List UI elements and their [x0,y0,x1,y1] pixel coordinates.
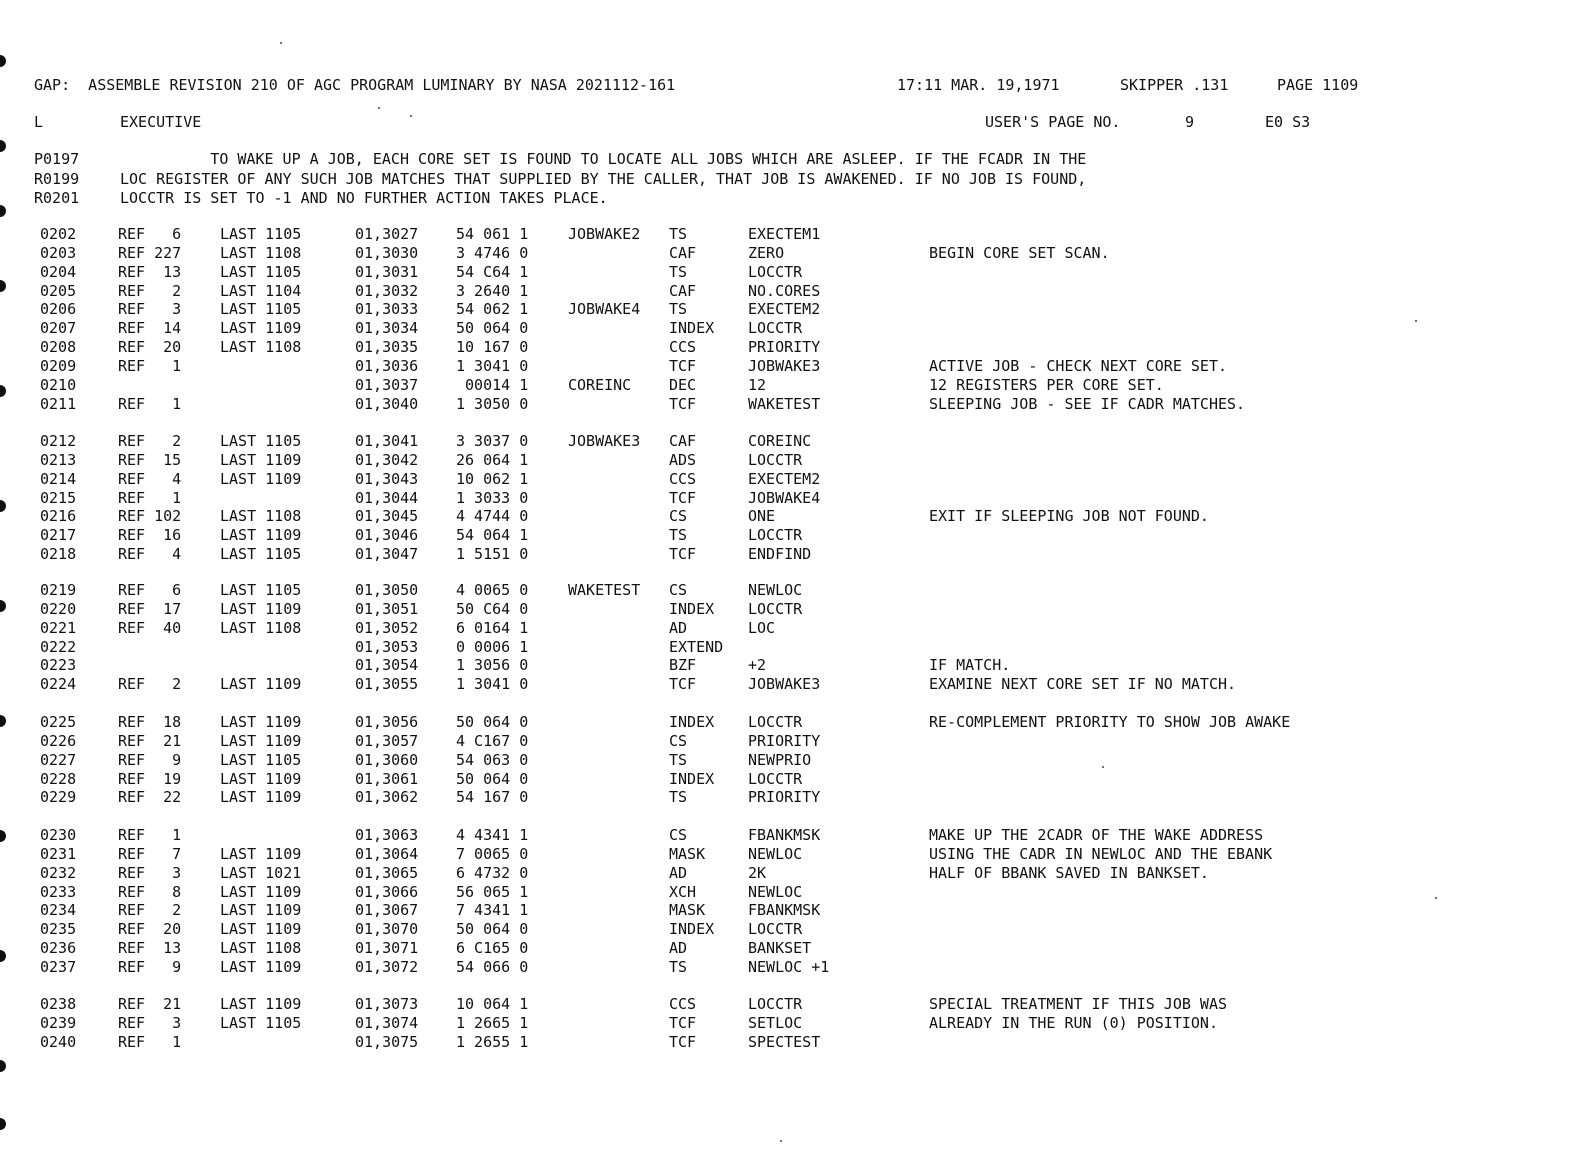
line-number: 0226 [40,731,77,750]
address: 01,3074 [355,1013,419,1032]
opcode: TS [669,788,688,807]
last-page: LAST 1109 [220,901,302,920]
intro-text: TO WAKE UP A JOB, EACH CORE SET IS FOUND TO LOCATE ALL JOBS WHICH ARE ASLEEP. IF THE FCADR IN THE [120,150,1087,168]
last-page: LAST 1105 [220,545,302,564]
operand: FBANKMSK [748,901,821,920]
last-page: LAST 1109 [220,844,302,863]
ref-count: REF 1 [118,488,182,507]
octal-code: 1 3056 0 [456,656,529,675]
operand: ONE [748,507,776,526]
subheader-flag: L [34,113,44,131]
operand: NEWLOC [748,882,803,901]
address: 01,3070 [355,920,419,939]
line-number: 0217 [40,526,77,545]
line-number: 0205 [40,281,77,300]
opcode: INDEX [669,713,715,731]
line-number: 0219 [40,581,77,599]
opcode: TS [669,750,688,769]
line-number: 0204 [40,262,77,281]
opcode: TS [669,225,688,243]
octal-code: 1 3033 0 [456,488,529,507]
octal-code: 1 3050 0 [456,394,529,413]
opcode: TS [669,262,688,281]
last-page: LAST 1109 [220,995,302,1013]
address: 01,3051 [355,599,419,618]
line-number: 0240 [40,1032,77,1051]
opcode: BZF [669,656,697,675]
address: 01,3071 [355,939,419,958]
octal-code: 50 C64 0 [456,599,529,618]
line-number: 0232 [40,863,77,882]
operand: LOCCTR [748,769,803,788]
line-number: 0223 [40,656,77,675]
ref-count: REF 2 [118,675,182,694]
ref-count: REF 8 [118,882,182,901]
line-number: 0209 [40,356,77,375]
address: 01,3033 [355,300,419,319]
address: 01,3035 [355,338,419,357]
ref-count: REF 2 [118,281,182,300]
octal-code: 1 2655 1 [456,1032,529,1051]
page-subheader [0,113,1311,132]
octal-code: 54 061 1 [456,225,529,243]
last-page: LAST 1105 [220,262,302,281]
octal-code: 3 4746 0 [456,243,529,262]
octal-code: 7 4341 1 [456,901,529,920]
address: 01,3060 [355,750,419,769]
last-page: LAST 1105 [220,750,302,769]
line-number: 0237 [40,957,77,976]
ref-count: REF 1 [118,1032,182,1051]
octal-code: 10 062 1 [456,469,529,488]
octal-code: 1 3041 0 [456,356,529,375]
opcode: TCF [669,488,697,507]
ref-count: REF 20 [118,920,182,939]
last-page: LAST 1105 [220,432,302,450]
octal-code: 3 3037 0 [456,432,529,450]
opcode: TCF [669,1032,697,1051]
last-page: LAST 1109 [220,920,302,939]
line-number: 0203 [40,243,77,262]
label: JOBWAKE2 [568,225,641,243]
ref-count: REF 16 [118,526,182,545]
last-page: LAST 1108 [220,939,302,958]
address: 01,3044 [355,488,419,507]
address: 01,3040 [355,394,419,413]
ref-count: REF 40 [118,618,182,637]
line-number: 0206 [40,300,77,319]
address: 01,3041 [355,432,419,450]
address: 01,3072 [355,957,419,976]
octal-code: 4 0065 0 [456,581,529,599]
octal-code: 56 065 1 [456,882,529,901]
line-number: 0234 [40,901,77,920]
line-number: 0215 [40,488,77,507]
octal-code: 4 4341 1 [456,826,529,844]
address: 01,3065 [355,863,419,882]
operand: ZERO [748,243,785,262]
ref-count: REF 1 [118,826,182,844]
octal-code: 10 167 0 [456,338,529,357]
ref-count: REF 13 [118,939,182,958]
octal-code: 10 064 1 [456,995,529,1013]
comment: EXIT IF SLEEPING JOB NOT FOUND. [929,507,1209,526]
opcode: AD [669,939,688,958]
opcode: ADS [669,450,697,469]
operand: LOCCTR [748,920,803,939]
comment: 12 REGISTERS PER CORE SET. [929,375,1164,394]
label: JOBWAKE3 [568,432,641,450]
last-page: LAST 1109 [220,713,302,731]
comment: RE-COMPLEMENT PRIORITY TO SHOW JOB AWAKE [929,713,1291,731]
line-number: 0221 [40,618,77,637]
line-number: 0229 [40,788,77,807]
operand: EXECTEM2 [748,300,821,319]
line-number: 0220 [40,599,77,618]
intro-text: LOC REGISTER OF ANY SUCH JOB MATCHES THAT SUPPLIED BY THE CALLER, THAT JOB IS AWAKENED. IF NO JOB IS FOUND, [120,170,1087,188]
opcode: INDEX [669,599,715,618]
operand: 12 [748,375,767,394]
line-id: R0199 [34,170,80,188]
section-code: E0 S3 [1265,113,1311,131]
last-page: LAST 1109 [220,319,302,338]
line-id: P0197 [34,150,80,168]
line-number: 0211 [40,394,77,413]
octal-code: 00014 1 [456,375,529,394]
address: 01,3055 [355,675,419,694]
operand: LOCCTR [748,713,803,731]
line-number: 0207 [40,319,77,338]
comment: MAKE UP THE 2CADR OF THE WAKE ADDRESS [929,826,1264,844]
line-number: 0230 [40,826,77,844]
opcode: INDEX [669,769,715,788]
operand: PRIORITY [748,338,821,357]
opcode: CAF [669,243,697,262]
operand: LOCCTR [748,526,803,545]
opcode: CCS [669,338,697,357]
address: 01,3054 [355,656,419,675]
ref-count: REF 3 [118,863,182,882]
operand: NEWLOC +1 [748,957,830,976]
line-number: 0231 [40,844,77,863]
ref-count: REF 9 [118,750,182,769]
address: 01,3027 [355,225,419,243]
operand: LOCCTR [748,995,803,1013]
octal-code: 6 C165 0 [456,939,529,958]
opcode: CAF [669,432,697,450]
address: 01,3066 [355,882,419,901]
line-id: R0201 [34,189,80,207]
operand: EXECTEM2 [748,469,821,488]
octal-code: 50 064 0 [456,769,529,788]
octal-code: 4 C167 0 [456,731,529,750]
ref-count: REF 227 [118,243,182,262]
ref-count: REF 19 [118,769,182,788]
line-number: 0210 [40,375,77,394]
operand: SPECTEST [748,1032,821,1051]
ref-count: REF 4 [118,545,182,564]
ref-count: REF 6 [118,225,182,243]
comment: ACTIVE JOB - CHECK NEXT CORE SET. [929,356,1228,375]
opcode: TCF [669,1013,697,1032]
comment: USING THE CADR IN NEWLOC AND THE EBANK [929,844,1273,863]
opcode: MASK [669,844,706,863]
operand: COREINC [748,432,812,450]
address: 01,3064 [355,844,419,863]
octal-code: 54 062 1 [456,300,529,319]
operand: JOBWAKE3 [748,356,821,375]
operand: PRIORITY [748,731,821,750]
comment: SPECIAL TREATMENT IF THIS JOB WAS [929,995,1228,1013]
line-number: 0233 [40,882,77,901]
line-number: 0225 [40,713,77,731]
ref-count: REF 9 [118,957,182,976]
line-number: 0238 [40,995,77,1013]
opcode: MASK [669,901,706,920]
operand: LOCCTR [748,319,803,338]
address: 01,3075 [355,1032,419,1051]
ref-count: REF 2 [118,901,182,920]
ref-count: REF 21 [118,995,182,1013]
opcode: EXTEND [669,637,724,656]
users-page-label: USER'S PAGE NO. [985,113,1121,131]
label: WAKETEST [568,581,641,599]
opcode: CAF [669,281,697,300]
octal-code: 54 064 1 [456,526,529,545]
octal-code: 50 064 0 [456,920,529,939]
opcode: TS [669,526,688,545]
operand: JOBWAKE3 [748,675,821,694]
operand: BANKSET [748,939,812,958]
address: 01,3056 [355,713,419,731]
operand: 2K [748,863,767,882]
line-number: 0236 [40,939,77,958]
address: 01,3037 [355,375,419,394]
line-number: 0216 [40,507,77,526]
last-page: LAST 1109 [220,469,302,488]
last-page: LAST 1108 [220,507,302,526]
operand: NEWLOC [748,844,803,863]
last-page: LAST 1109 [220,599,302,618]
operand: EXECTEM1 [748,225,821,243]
last-page: LAST 1109 [220,526,302,545]
operand: PRIORITY [748,788,821,807]
page-header [0,76,1359,95]
opcode: TCF [669,356,697,375]
opcode: AD [669,618,688,637]
octal-code: 4 4744 0 [456,507,529,526]
line-number: 0222 [40,637,77,656]
last-page: LAST 1108 [220,243,302,262]
octal-code: 3 2640 1 [456,281,529,300]
users-page-number: 9 [1185,113,1195,131]
opcode: CS [669,507,688,526]
octal-code: 26 064 1 [456,450,529,469]
opcode: CS [669,731,688,750]
opcode: CCS [669,995,697,1013]
operand: LOCCTR [748,599,803,618]
operand: SETLOC [748,1013,803,1032]
ref-count: REF 4 [118,469,182,488]
address: 01,3067 [355,901,419,920]
opcode: TS [669,957,688,976]
opcode: TCF [669,394,697,413]
ref-count: REF 3 [118,300,182,319]
line-number: 0208 [40,338,77,357]
ref-count: REF 3 [118,1013,182,1032]
line-number: 0235 [40,920,77,939]
line-number: 0228 [40,769,77,788]
line-number: 0202 [40,225,77,243]
opcode: CCS [669,469,697,488]
line-number: 0214 [40,469,77,488]
address: 01,3036 [355,356,419,375]
last-page: LAST 1109 [220,769,302,788]
section-title: EXECUTIVE [120,113,202,131]
last-page: LAST 1108 [220,618,302,637]
last-page: LAST 1109 [220,957,302,976]
opcode: TCF [669,675,697,694]
comment: HALF OF BBANK SAVED IN BANKSET. [929,863,1209,882]
line-number: 0227 [40,750,77,769]
operand: LOCCTR [748,450,803,469]
ref-count: REF 6 [118,581,182,599]
comment: ALREADY IN THE RUN (0) POSITION. [929,1013,1218,1032]
octal-code: 54 063 0 [456,750,529,769]
last-page: LAST 1105 [220,225,302,243]
operand: NEWPRIO [748,750,812,769]
label: JOBWAKE4 [568,300,641,319]
operand: NEWLOC [748,581,803,599]
last-page: LAST 1109 [220,450,302,469]
operand: JOBWAKE4 [748,488,821,507]
comment: IF MATCH. [929,656,1011,675]
comment: EXAMINE NEXT CORE SET IF NO MATCH. [929,675,1237,694]
line-number: 0239 [40,1013,77,1032]
ref-count: REF 102 [118,507,182,526]
octal-code: 1 3041 0 [456,675,529,694]
operand: WAKETEST [748,394,821,413]
address: 01,3057 [355,731,419,750]
octal-code: 7 0065 0 [456,844,529,863]
opcode: TS [669,300,688,319]
label: COREINC [568,375,632,394]
comment: BEGIN CORE SET SCAN. [929,243,1110,262]
ref-count: REF 18 [118,713,182,731]
address: 01,3034 [355,319,419,338]
ref-count: REF 20 [118,338,182,357]
ref-count: REF 2 [118,432,182,450]
address: 01,3050 [355,581,419,599]
operand: FBANKMSK [748,826,821,844]
last-page: LAST 1109 [220,882,302,901]
address: 01,3052 [355,618,419,637]
ref-count: REF 1 [118,356,182,375]
ref-count: REF 1 [118,394,182,413]
last-page: LAST 1105 [220,300,302,319]
last-page: LAST 1109 [220,788,302,807]
operand: LOC [748,618,776,637]
octal-code: 0 0006 1 [456,637,529,656]
opcode: TCF [669,545,697,564]
address: 01,3043 [355,469,419,488]
opcode: INDEX [669,319,715,338]
octal-code: 54 066 0 [456,957,529,976]
last-page: LAST 1105 [220,1013,302,1032]
header-page-number: PAGE 1109 [1277,76,1359,94]
address: 01,3061 [355,769,419,788]
address: 01,3030 [355,243,419,262]
address: 01,3031 [355,262,419,281]
opcode: AD [669,863,688,882]
octal-code: 54 167 0 [456,788,529,807]
last-page: LAST 1108 [220,338,302,357]
octal-code: 1 5151 0 [456,545,529,564]
line-number: 0224 [40,675,77,694]
octal-code: 6 4732 0 [456,863,529,882]
octal-code: 1 2665 1 [456,1013,529,1032]
line-number: 0218 [40,545,77,564]
opcode: CS [669,581,688,599]
address: 01,3042 [355,450,419,469]
last-page: LAST 1104 [220,281,302,300]
ref-count: REF 7 [118,844,182,863]
opcode: CS [669,826,688,844]
octal-code: 6 0164 1 [456,618,529,637]
octal-code: 54 C64 1 [456,262,529,281]
ref-count: REF 21 [118,731,182,750]
ref-count: REF 22 [118,788,182,807]
last-page: LAST 1109 [220,675,302,694]
address: 01,3045 [355,507,419,526]
address: 01,3046 [355,526,419,545]
address: 01,3062 [355,788,419,807]
ref-count: REF 13 [118,262,182,281]
operand: +2 [748,656,767,675]
octal-code: 50 064 0 [456,319,529,338]
intro-text: LOCCTR IS SET TO -1 AND NO FURTHER ACTION TAKES PLACE. [120,189,608,207]
address: 01,3073 [355,995,419,1013]
address: 01,3032 [355,281,419,300]
last-page: LAST 1021 [220,863,302,882]
header-timestamp: 17:11 MAR. 19,1971 [897,76,1060,94]
ref-count: REF 15 [118,450,182,469]
ref-count: REF 14 [118,319,182,338]
last-page: LAST 1105 [220,581,302,599]
opcode: INDEX [669,920,715,939]
operand: NO.CORES [748,281,821,300]
opcode: XCH [669,882,697,901]
octal-code: 50 064 0 [456,713,529,731]
address: 01,3047 [355,545,419,564]
comment: SLEEPING JOB - SEE IF CADR MATCHES. [929,394,1246,413]
line-number: 0212 [40,432,77,450]
operand: ENDFIND [748,545,812,564]
ref-count: REF 17 [118,599,182,618]
last-page: LAST 1109 [220,731,302,750]
header-user: SKIPPER .131 [1120,76,1229,94]
header-title: GAP: ASSEMBLE REVISION 210 OF AGC PROGRAM LUMINARY BY NASA 2021112-161 [34,76,676,94]
line-number: 0213 [40,450,77,469]
address: 01,3053 [355,637,419,656]
operand: LOCCTR [748,262,803,281]
opcode: DEC [669,375,697,394]
address: 01,3063 [355,826,419,844]
